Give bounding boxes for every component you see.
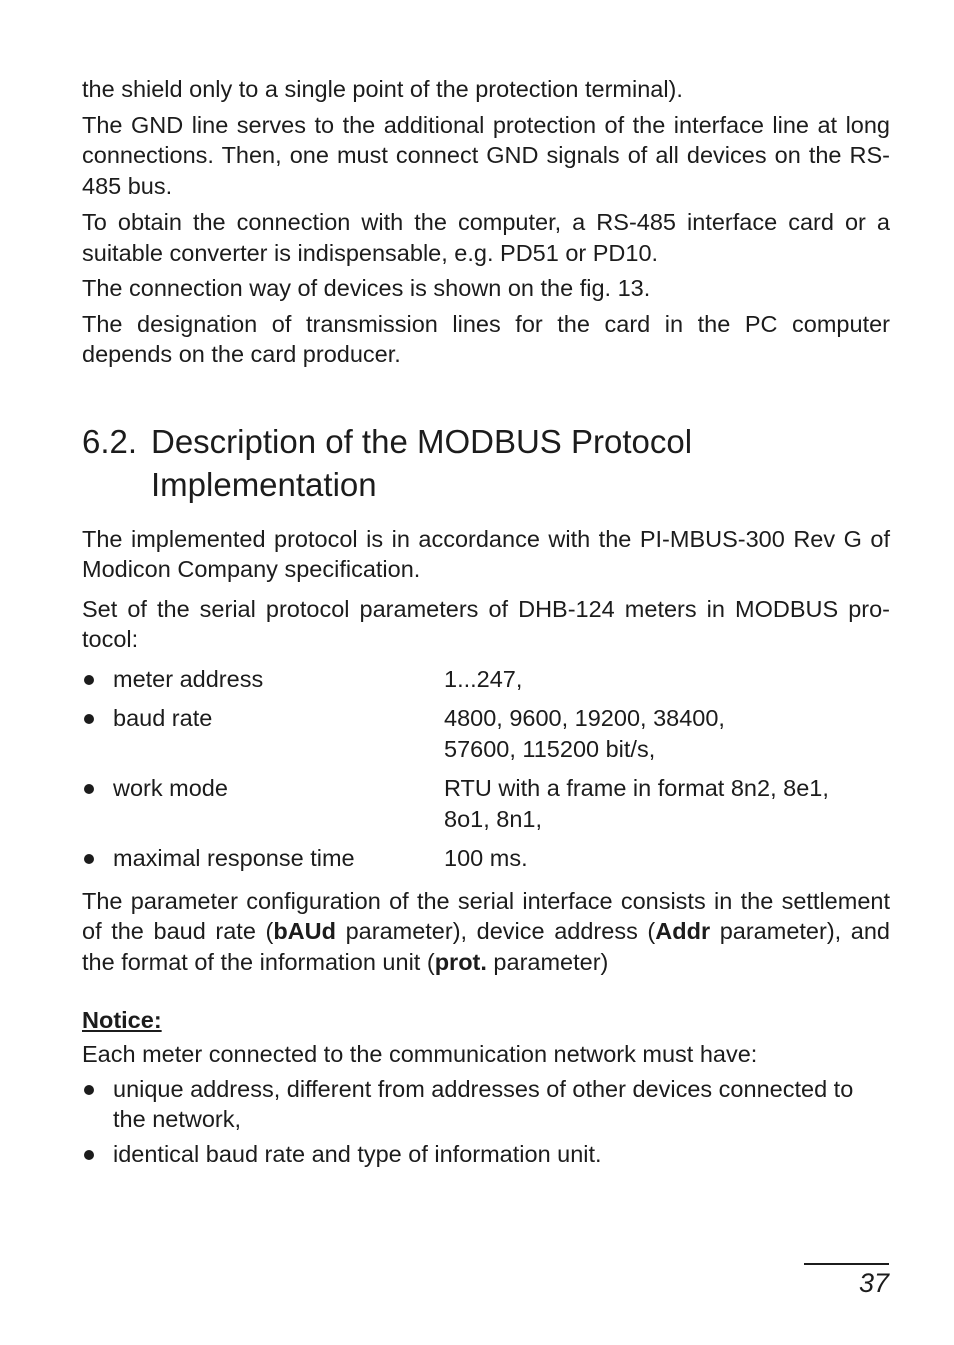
baud-param-name: bAUd xyxy=(273,918,336,944)
section-number: 6.2. xyxy=(82,422,138,460)
intro-paragraph-2: The GND line serves to the additional protection of the interface line at long connections. Then, one must connect GND signals of all devices on the RS-485 bus. xyxy=(82,111,890,199)
intro-paragraph-1: the shield only to a single point of the protection terminal). xyxy=(82,76,683,102)
parameter-row xyxy=(82,773,890,834)
notice-item xyxy=(82,1074,890,1135)
section-title-line-1: Description of the MODBUS Protocol xyxy=(151,422,693,460)
notice-item-text: unique address, different from addresses of other devices connected to the network, xyxy=(113,1075,854,1132)
parameter-name: baud rate xyxy=(113,705,213,731)
parameter-value-line-2: 8o1, 8n1, xyxy=(444,805,543,832)
parameter-row xyxy=(82,843,890,874)
config-text-2: parameter), device address ( xyxy=(335,918,656,944)
notice-intro: Each meter connected to the communication network must have: xyxy=(82,1041,758,1067)
bullet-icon xyxy=(82,664,113,695)
parameter-value xyxy=(444,843,890,874)
parameter-value-line-1: 1...247, xyxy=(444,665,523,692)
parameter-value xyxy=(444,664,890,695)
parameters-intro-paragraph: Set of the serial protocol parameters of DHB-124 meters in MODBUS pro-tocol: xyxy=(82,595,890,652)
footer-rule xyxy=(804,1263,889,1265)
parameter-name: maximal response time xyxy=(113,845,355,871)
intro-paragraph-4: The connection way of devices is shown on the fig. 13. xyxy=(82,275,651,301)
parameter-value-line-1: 100 ms. xyxy=(444,845,528,871)
config-text-1: The parameter configuration of the serial interface consists in the settlement of the baud rate ( xyxy=(82,887,890,944)
config-text-3: parameter), and the format of the information unit ( xyxy=(82,918,890,975)
config-text-4: parameter) xyxy=(486,948,609,975)
bullet-icon xyxy=(82,1139,113,1170)
parameter-row xyxy=(82,703,890,764)
page-number: 37 xyxy=(858,1268,889,1298)
notice-item-text: identical baud rate and type of information unit. xyxy=(113,1140,602,1167)
parameter-name: meter address xyxy=(113,665,264,692)
intro-paragraph-5: The designation of transmission lines for the card in the PC computer depends on the card producer. xyxy=(82,310,890,367)
addr-param-name: Addr xyxy=(655,918,711,944)
notice-label: Notice: xyxy=(82,1007,162,1033)
bullet-icon xyxy=(82,703,113,764)
section-title-line-2: Implementation xyxy=(151,465,377,503)
section-title xyxy=(151,420,890,506)
parameter-value-line-1: RTU with a frame in format 8n2, 8e1, xyxy=(444,775,829,801)
parameter-value xyxy=(444,773,890,834)
intro-paragraph-3: To obtain the connection with the computer, a RS-485 interface card or a suitable converter is indispensable, e.g. PD51 or PD10. xyxy=(82,209,890,266)
parameter-value-line-2: 57600, 115200 bit/s, xyxy=(444,735,656,762)
parameter-value-line-1: 4800, 9600, 19200, 38400, xyxy=(444,705,725,731)
bullet-icon xyxy=(82,773,113,834)
page-content xyxy=(82,74,890,1173)
config-paragraph xyxy=(82,886,890,978)
parameter-name: work mode xyxy=(113,775,228,801)
notice-item xyxy=(82,1139,890,1170)
bullet-icon xyxy=(82,843,113,874)
protocol-paragraph: The implemented protocol is in accordance with the PI-MBUS-300 Rev G of Modicon Company specification. xyxy=(82,525,890,582)
parameter-list xyxy=(82,664,890,874)
bullet-icon xyxy=(82,1074,113,1135)
parameter-row xyxy=(82,664,890,695)
prot-param-name: prot. xyxy=(434,948,487,975)
parameter-value xyxy=(444,703,890,764)
section-heading xyxy=(82,420,890,506)
